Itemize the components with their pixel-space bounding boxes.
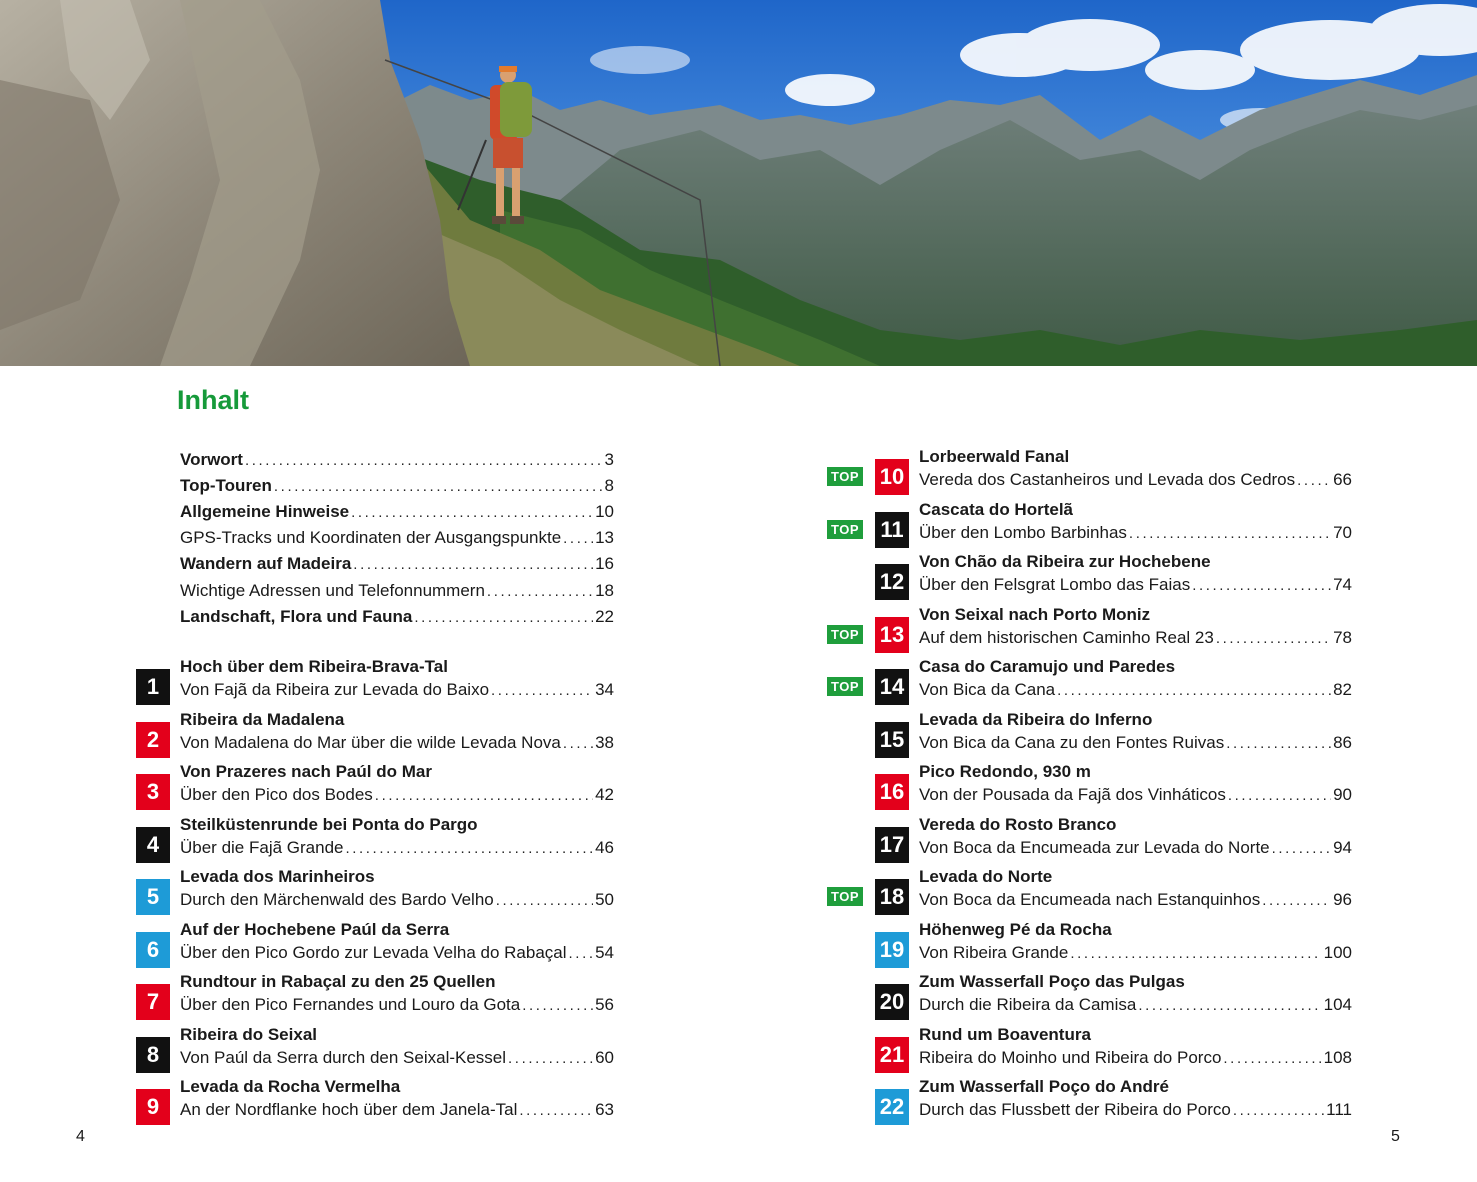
leader-dots (1216, 630, 1331, 647)
tour-number-badge: 16 (875, 774, 909, 810)
tour-subtitle: Über den Pico Gordo zur Levada Velha do Rabaçal (180, 942, 567, 962)
tour-title: Levada da Ribeira do Inferno (919, 709, 1153, 729)
tour-number-badge: 10 (875, 459, 909, 495)
tour-subtitle: Durch die Ribeira da Camisa (919, 995, 1137, 1014)
tour-number-badge: 4 (136, 827, 170, 863)
tour-title: Hoch über dem Ribeira-Brava-Tal (180, 657, 448, 676)
tour-number-badge: 14 (875, 669, 909, 705)
tour-entry[interactable] (136, 919, 614, 978)
tour-title: Ribeira da Madalena (180, 709, 345, 729)
tour-title: Auf der Hochebene Paúl da Serra (180, 919, 450, 939)
tour-subtitle: An der Nordflanke hoch über dem Janela-Tal (180, 1100, 518, 1119)
tour-title: Zum Wasserfall Poço das Pulgas (919, 972, 1185, 991)
tour-page: 38 (595, 732, 614, 752)
tour-page: 94 (1333, 837, 1352, 857)
tour-subtitle: Von Boca da Encumeada nach Estanquinhos (919, 890, 1261, 909)
tour-subtitle: Von Ribeira Grande (919, 942, 1069, 962)
leader-dots (563, 526, 593, 552)
top-badge: TOP (827, 625, 863, 644)
leader-dots (1223, 1050, 1321, 1067)
tour-entry[interactable] (831, 657, 1352, 715)
tour-title: Höhenweg Pé da Rocha (919, 919, 1112, 939)
tour-subtitle: Über den Pico dos Bodes (180, 785, 373, 804)
tour-subtitle: Vereda dos Castanheiros und Levada dos Cedros (919, 470, 1296, 489)
leader-dots (1129, 525, 1331, 542)
tour-number-badge: 12 (875, 564, 909, 600)
tour-page: 96 (1333, 890, 1352, 909)
preface-item-label: Wandern auf Madeira (180, 554, 352, 574)
tour-subtitle: Durch den Märchenwald des Bardo Velho (180, 890, 494, 909)
tour-subtitle: Von Paúl da Serra durch den Seixal-Kessel (180, 1047, 507, 1067)
tour-title: Pico Redondo, 930 m (919, 762, 1091, 781)
tour-subtitle: Von Bica da Cana (919, 680, 1056, 699)
leader-dots (345, 840, 593, 857)
tour-number-badge: 1 (136, 669, 170, 705)
tour-page: 108 (1323, 1047, 1352, 1067)
tour-number-badge: 7 (136, 984, 170, 1020)
tour-subtitle: Über den Pico Fernandes und Louro da Gota (180, 995, 521, 1014)
top-badge: TOP (827, 677, 863, 696)
leader-dots (569, 945, 594, 962)
tour-page: 100 (1323, 942, 1352, 962)
leader-dots (563, 735, 593, 752)
preface-item[interactable] (180, 604, 614, 630)
hero-photo (0, 0, 1477, 366)
tour-page: 50 (595, 890, 614, 909)
tour-number-badge: 19 (875, 932, 909, 968)
tour-page: 104 (1323, 995, 1352, 1014)
preface-item-page: 18 (595, 580, 614, 600)
tour-number-badge: 9 (136, 1089, 170, 1125)
leader-dots (1272, 840, 1331, 857)
leader-dots (274, 474, 603, 500)
tour-page: 34 (595, 680, 614, 699)
tour-title: Ribeira do Seixal (180, 1024, 317, 1044)
tour-page: 78 (1333, 627, 1352, 647)
tour-title: Levada dos Marinheiros (180, 867, 375, 886)
tour-number-badge: 21 (875, 1037, 909, 1073)
tour-subtitle: Auf dem historischen Caminho Real 23 (919, 627, 1214, 647)
tour-entry[interactable] (875, 814, 1352, 873)
tour-title: Cascata do Hortelã (919, 499, 1073, 519)
leader-dots (522, 997, 593, 1014)
tour-subtitle: Ribeira do Moinho und Ribeira do Porco (919, 1047, 1222, 1067)
page-number-right: 5 (1391, 1128, 1400, 1145)
preface-item-label: Allgemeine Hinweise (180, 502, 350, 522)
leader-dots (491, 682, 593, 699)
tour-page: 60 (595, 1047, 614, 1067)
tour-page: 46 (595, 837, 614, 857)
tour-page: 42 (595, 785, 614, 804)
tour-page: 54 (595, 942, 614, 962)
leader-dots (487, 579, 593, 605)
tour-title: Rund um Boaventura (919, 1024, 1091, 1044)
tour-number-badge: 20 (875, 984, 909, 1020)
page-number-left: 4 (76, 1128, 85, 1145)
page-title: Inhalt (177, 385, 249, 415)
leader-dots (1070, 945, 1321, 962)
tour-number-badge: 6 (136, 932, 170, 968)
tour-page: 63 (595, 1100, 614, 1119)
tour-page: 86 (1333, 732, 1352, 752)
tour-title: Levada do Norte (919, 867, 1053, 886)
tour-title: Rundtour in Rabaçal zu den 25 Quellen (180, 972, 496, 991)
preface-item-label: Top-Touren (180, 476, 272, 496)
tour-title: Von Prazeres nach Paúl do Mar (180, 762, 432, 781)
tour-page: 111 (1326, 1100, 1352, 1119)
leader-dots (508, 1050, 593, 1067)
preface-item-page: 13 (595, 528, 614, 548)
tour-number-badge: 18 (875, 879, 909, 915)
leader-dots (496, 892, 593, 909)
tour-entry[interactable] (136, 762, 614, 820)
tour-entry[interactable] (875, 972, 1352, 1030)
top-badge: TOP (827, 467, 863, 486)
tour-entry[interactable] (831, 447, 1352, 505)
leader-dots (1226, 735, 1331, 752)
tour-number-badge: 8 (136, 1037, 170, 1073)
tour-entry[interactable] (831, 604, 1352, 663)
tour-entry[interactable] (136, 814, 614, 873)
tour-number-badge: 13 (875, 617, 909, 653)
tour-entry[interactable] (136, 1024, 614, 1083)
tour-subtitle: Von Boca da Encumeada zur Levada do Norte (919, 837, 1270, 857)
top-badge: TOP (827, 520, 863, 539)
tour-entry[interactable] (875, 762, 1352, 820)
leader-dots (353, 552, 593, 578)
tour-subtitle: Von Madalena do Mar über die wilde Levada Nova (180, 732, 561, 752)
leader-dots (245, 448, 603, 474)
tour-entry[interactable] (875, 919, 1352, 978)
tour-subtitle: Von der Pousada da Fajã dos Vinháticos (919, 785, 1226, 804)
preface-item-label: GPS-Tracks und Koordinaten der Ausgangspunkte (180, 528, 562, 548)
tour-title: Steilküstenrunde bei Ponta do Pargo (180, 814, 478, 834)
tour-entry[interactable] (875, 552, 1352, 610)
tour-entry[interactable] (136, 867, 614, 925)
tour-entry[interactable] (875, 709, 1352, 768)
tour-entry[interactable] (831, 867, 1352, 925)
tour-number-badge: 3 (136, 774, 170, 810)
tour-title: Zum Wasserfall Poço do André (919, 1077, 1170, 1096)
tour-entry[interactable] (875, 1024, 1352, 1083)
tour-subtitle: Über den Felsgrat Lombo das Faias (919, 575, 1191, 594)
tour-subtitle: Durch das Flussbett der Ribeira do Porco (919, 1100, 1231, 1119)
tour-title: Levada da Rocha Vermelha (180, 1077, 401, 1096)
tour-entry[interactable] (831, 499, 1352, 558)
tour-number-badge: 2 (136, 722, 170, 758)
leader-dots (1297, 472, 1331, 489)
leader-dots (1057, 682, 1331, 699)
preface-item-page: 8 (604, 476, 614, 496)
tour-page: 82 (1333, 680, 1352, 699)
preface-item[interactable] (180, 473, 614, 499)
tour-entry[interactable] (136, 972, 614, 1030)
leader-dots (519, 1102, 593, 1119)
leader-dots (1262, 892, 1331, 909)
tour-number-badge: 22 (875, 1089, 909, 1125)
preface-item-page: 3 (604, 450, 614, 469)
tour-page: 70 (1333, 522, 1352, 542)
tour-number-badge: 17 (875, 827, 909, 863)
tour-number-badge: 15 (875, 722, 909, 758)
tour-page: 74 (1333, 575, 1352, 594)
tour-page: 56 (595, 995, 614, 1014)
tour-title: Vereda do Rosto Branco (919, 814, 1117, 834)
tour-page: 66 (1333, 470, 1352, 489)
tour-number-badge: 5 (136, 879, 170, 915)
leader-dots (414, 605, 593, 631)
preface-item-label: Landschaft, Flora und Fauna (180, 606, 413, 626)
preface-item[interactable] (180, 578, 614, 604)
leader-dots (351, 500, 593, 526)
preface-item-page: 10 (595, 502, 614, 522)
preface-item[interactable] (180, 499, 614, 525)
tour-number-badge: 11 (875, 512, 909, 548)
leader-dots (1233, 1102, 1324, 1119)
tour-subtitle: Über die Fajã Grande (180, 837, 344, 857)
preface-item-page: 16 (595, 554, 614, 574)
preface-item-label: Vorwort (180, 450, 243, 469)
tour-title: Casa do Caramujo und Paredes (919, 657, 1176, 676)
top-badge: TOP (827, 887, 863, 906)
leader-dots (375, 787, 593, 804)
tour-entry[interactable] (136, 1077, 614, 1135)
leader-dots (1228, 787, 1331, 804)
preface-item[interactable] (180, 551, 614, 577)
tour-title: Von Seixal nach Porto Moniz (919, 604, 1151, 624)
leader-dots (1138, 997, 1321, 1014)
leader-dots (1192, 577, 1331, 594)
tour-subtitle: Von Fajã da Ribeira zur Levada do Baixo (180, 680, 490, 699)
tour-entry[interactable] (875, 1077, 1352, 1135)
tour-subtitle: Über den Lombo Barbinhas (919, 522, 1127, 542)
tour-subtitle: Von Bica da Cana zu den Fontes Ruivas (919, 732, 1225, 752)
tour-title: Lorbeerwald Fanal (919, 447, 1070, 466)
preface-item[interactable] (180, 525, 614, 551)
preface-item-page: 22 (595, 606, 614, 626)
preface-item-label: Wichtige Adressen und Telefonnummern (180, 580, 485, 600)
preface-item[interactable] (180, 447, 614, 473)
tour-entry[interactable] (136, 657, 614, 715)
tour-title: Von Chão da Ribeira zur Hochebene (919, 552, 1211, 571)
tour-page: 90 (1333, 785, 1352, 804)
tour-entry[interactable] (136, 709, 614, 768)
